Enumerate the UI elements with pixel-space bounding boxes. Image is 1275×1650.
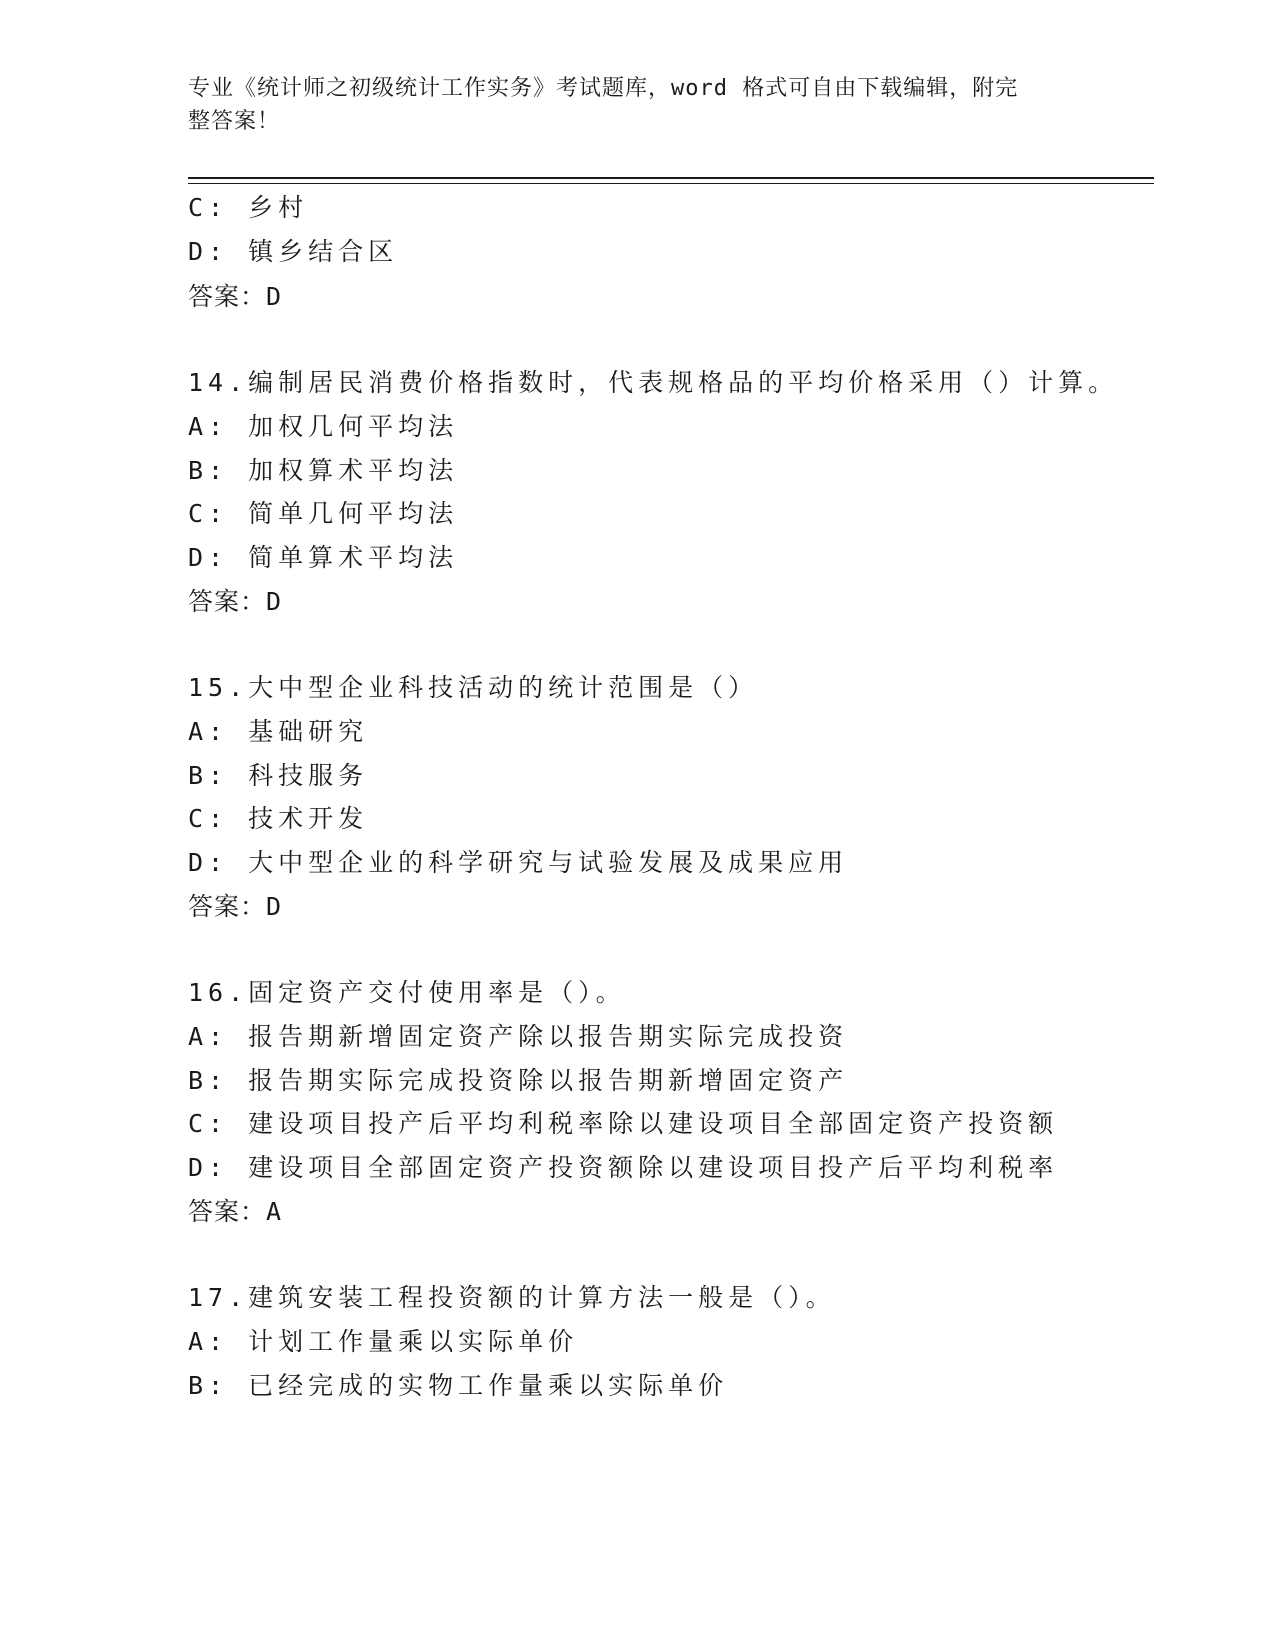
answer-value: D — [266, 587, 283, 616]
q16-stem: 16.固定资产交付使用率是（）。 — [188, 978, 626, 1007]
answer-label: 答案： — [188, 587, 267, 616]
q15-option-a: A: 基础研究 — [188, 717, 369, 746]
q15-answer — [188, 891, 282, 923]
q14-answer — [188, 586, 282, 618]
answer-value: D — [266, 892, 283, 921]
q17-option-b: B: 已经完成的实物工作量乘以实际单价 — [188, 1371, 729, 1400]
header-line-1: 专业《统计师之初级统计工作实务》考试题库，word 格式可自由下载编辑，附完 — [188, 76, 1019, 101]
q13-option-c: C: 乡村 — [188, 193, 309, 222]
q14-option-d: D: 简单算术平均法 — [188, 543, 459, 572]
q16-option-d: D: 建设项目全部固定资产投资额除以建设项目投产后平均利税率 — [188, 1153, 1059, 1182]
q16-option-b: B: 报告期实际完成投资除以报告期新增固定资产 — [188, 1066, 849, 1095]
answer-label: 答案： — [188, 892, 267, 921]
answer-label: 答案： — [188, 1197, 267, 1226]
header-line-2: 整答案！ — [188, 109, 281, 134]
q14-option-c: C: 简单几何平均法 — [188, 499, 459, 528]
q15-option-d: D: 大中型企业的科学研究与试验发展及成果应用 — [188, 848, 849, 877]
answer-value: A — [266, 1197, 283, 1226]
document-header — [188, 72, 1088, 138]
q16-answer — [188, 1196, 282, 1228]
q16-option-c: C: 建设项目投产后平均利税率除以建设项目全部固定资产投资额 — [188, 1109, 1059, 1138]
header-divider-thick — [188, 177, 1154, 179]
q16-option-a: A: 报告期新增固定资产除以报告期实际完成投资 — [188, 1022, 849, 1051]
q14-option-a: A: 加权几何平均法 — [188, 412, 459, 441]
q15-option-c: C: 技术开发 — [188, 804, 369, 833]
q14-stem: 14.编制居民消费价格指数时，代表规格品的平均价格采用（）计算。 — [188, 368, 1119, 397]
q14-option-b: B: 加权算术平均法 — [188, 456, 459, 485]
q13-answer — [188, 281, 282, 313]
answer-label: 答案： — [188, 282, 267, 311]
q15-option-b: B: 科技服务 — [188, 761, 369, 790]
q17-option-a: A: 计划工作量乘以实际单价 — [188, 1327, 579, 1356]
header-divider-thin — [188, 183, 1154, 184]
q13-option-d: D: 镇乡结合区 — [188, 237, 399, 266]
answer-value: D — [266, 282, 283, 311]
q15-stem: 15.大中型企业科技活动的统计范围是（） — [188, 673, 759, 702]
q17-stem: 17.建筑安装工程投资额的计算方法一般是（）。 — [188, 1283, 836, 1312]
